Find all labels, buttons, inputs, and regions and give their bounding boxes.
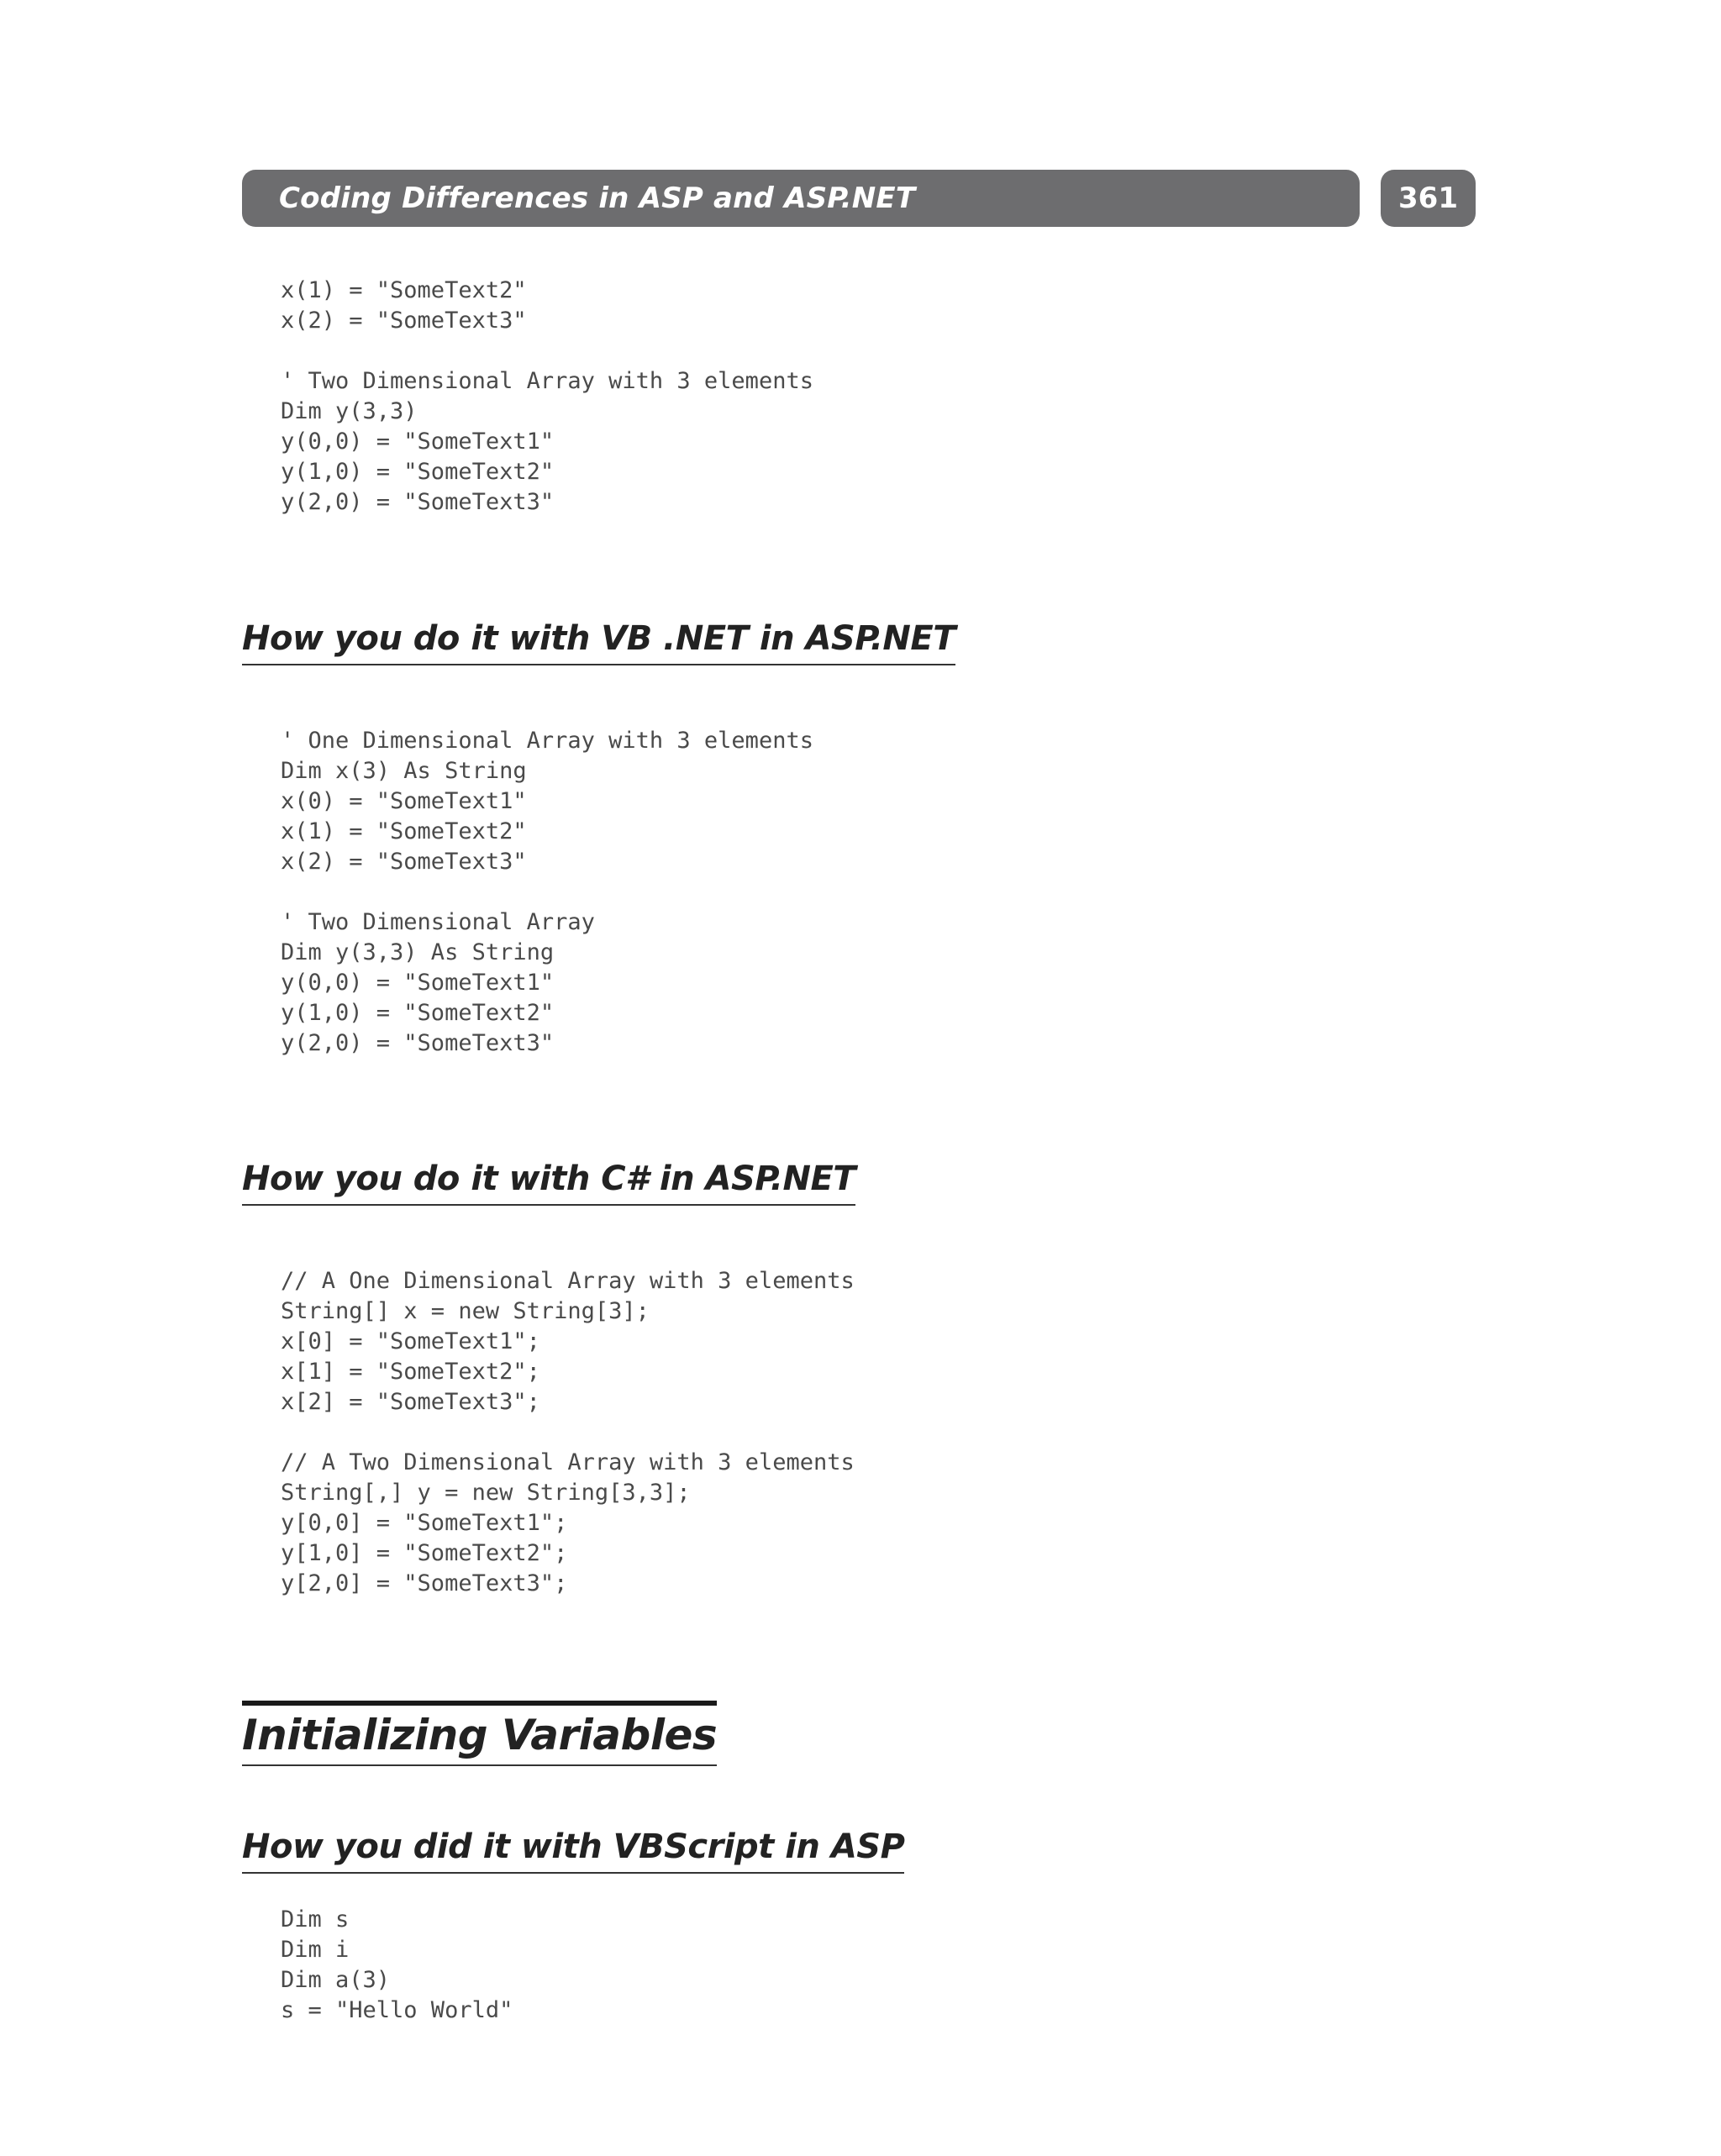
running-header-title: Coding Differences in ASP and ASP.NET [279,181,916,215]
code-line: Dim y(3,3) [281,398,418,424]
code-line: y(0,0) = "SomeText1" [281,429,555,455]
code-line: Dim y(3,3) As String [281,939,555,965]
code-line: Dim a(3) [281,1967,391,1993]
code-line: y[2,0] = "SomeText3"; [281,1570,568,1596]
code-line: x(1) = "SomeText2" [281,277,527,303]
code-line: x[2] = "SomeText3"; [281,1389,540,1415]
code-line: x(0) = "SomeText1" [281,788,527,814]
code-line: s = "Hello World" [281,1997,513,2023]
code-block-vbscript-variables [281,1905,513,2026]
code-line: y[0,0] = "SomeText1"; [281,1510,568,1536]
section-heading-vbnet: How you do it with VB .NET in ASP.NET [242,615,955,665]
code-line: Dim s [281,1906,350,1933]
page-number: 361 [1398,181,1458,215]
code-line: x[0] = "SomeText1"; [281,1328,540,1354]
code-line: // A Two Dimensional Array with 3 elements [281,1449,855,1475]
major-heading-initializing-variables: Initializing Variables [242,1701,717,1766]
code-line: String[,] y = new String[3,3]; [281,1480,691,1506]
code-line [281,336,813,366]
code-line: x(2) = "SomeText3" [281,308,527,334]
code-line: x(1) = "SomeText2" [281,818,527,844]
code-line: ' One Dimensional Array with 3 elements [281,728,813,754]
code-line: Dim i [281,1937,350,1963]
code-line: y(2,0) = "SomeText3" [281,1030,555,1056]
section-heading-csharp: How you do it with C# in ASP.NET [242,1155,855,1206]
code-line: y(0,0) = "SomeText1" [281,970,555,996]
section-heading-vbscript: How you did it with VBScript in ASP [242,1823,904,1874]
code-line: y(2,0) = "SomeText3" [281,489,555,515]
code-line: y(1,0) = "SomeText2" [281,1000,555,1026]
code-block-csharp-arrays [281,1266,855,1599]
running-header-bar [242,170,1360,227]
page-number-box [1381,170,1476,227]
code-block-vbscript-arrays [281,276,813,518]
code-line: Dim x(3) As String [281,758,527,784]
code-line: x(2) = "SomeText3" [281,849,527,875]
code-line: y[1,0] = "SomeText2"; [281,1540,568,1566]
code-line: y(1,0) = "SomeText2" [281,459,555,485]
code-line: String[] x = new String[3]; [281,1298,650,1324]
code-line: ' Two Dimensional Array [281,909,595,935]
code-line [281,877,813,907]
code-line [281,1417,855,1448]
code-block-vbnet-arrays [281,726,813,1059]
code-line: // A One Dimensional Array with 3 elements [281,1268,855,1294]
code-line: x[1] = "SomeText2"; [281,1359,540,1385]
code-line: ' Two Dimensional Array with 3 elements [281,368,813,394]
